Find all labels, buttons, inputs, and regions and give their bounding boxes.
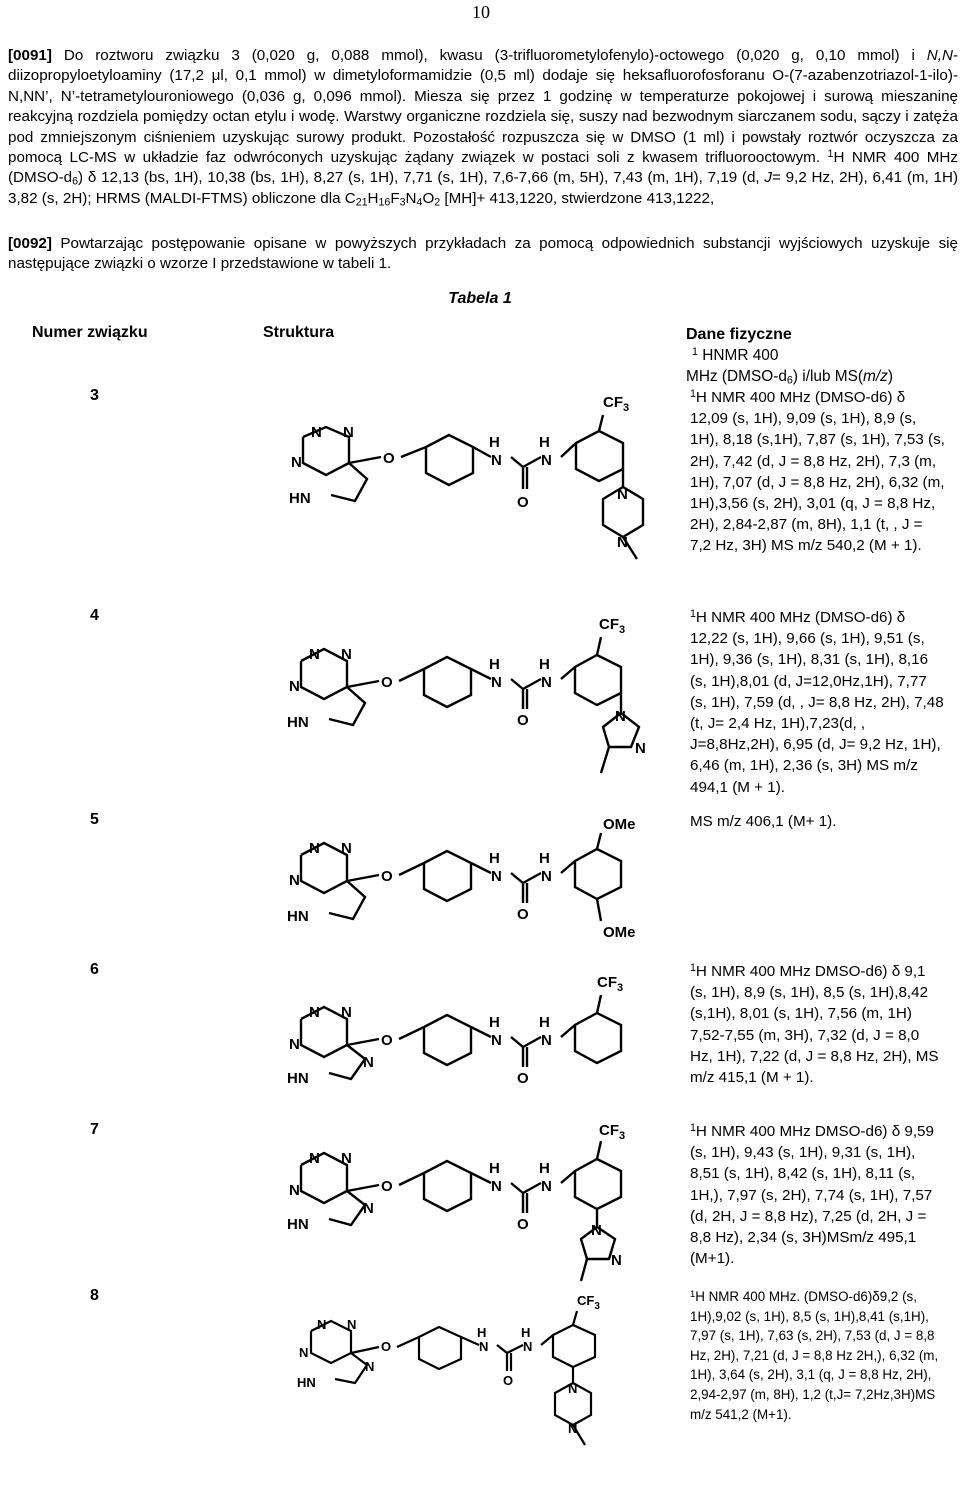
atom-label: N	[541, 1178, 552, 1195]
atom-label: O	[517, 494, 529, 511]
header-line1: HNMR 400	[698, 347, 779, 364]
atom-label: N	[491, 1178, 502, 1195]
para-sup: 1	[827, 148, 834, 161]
compound-5-structure	[251, 811, 681, 951]
atom-label: H	[489, 656, 500, 673]
atom-label: N	[291, 454, 302, 471]
atom-label: H	[489, 1014, 500, 1031]
atom-label: N	[363, 1200, 374, 1217]
atom-label: N	[309, 840, 320, 857]
atom-label: N	[491, 1032, 502, 1049]
physical-data	[686, 955, 952, 1121]
para-text: ) δ 12,13 (bs, 1H), 10,38 (bs, 1H), 8,27 (s, 1H), 7,71 (s, 1H), 7,6-7,66 (m, 5H), 7,43 (m, 1H), 7,19 (d,	[78, 169, 765, 187]
atom-label: O	[381, 1178, 393, 1195]
compound-number: 7	[90, 1121, 99, 1138]
header-line2b: ) i/lub MS(	[792, 368, 864, 385]
para-italic: N,N	[926, 47, 953, 64]
compound-number: 3	[90, 387, 99, 404]
atom-label: N	[491, 674, 502, 691]
atom-label: HN	[289, 490, 311, 507]
atom-label: H	[539, 850, 550, 867]
atom-label: N	[289, 1036, 300, 1053]
para-sub: 16	[378, 196, 391, 209]
compound-number: 6	[90, 961, 99, 978]
data-sup: 1	[690, 608, 696, 621]
paragraph-tag: [0092]	[8, 235, 52, 252]
atom-label: O	[381, 1339, 392, 1354]
structure-cell	[251, 1121, 686, 1287]
para-text: H NMR 400 MHz (DMSO-d	[8, 149, 958, 187]
atom-label: N	[365, 1359, 375, 1374]
header-line2: MHz (DMSO-d	[686, 368, 787, 385]
atom-label: O	[381, 868, 393, 885]
physical-data	[686, 387, 952, 597]
table-row	[6, 811, 952, 955]
table-row	[6, 387, 952, 597]
atom-label: HN	[287, 1070, 309, 1087]
atom-label: H	[539, 1014, 550, 1031]
atom-label: O	[517, 712, 529, 729]
atom-label: N	[491, 452, 502, 469]
atom-label: H	[539, 656, 550, 673]
para-italic: J	[764, 169, 773, 187]
para-sub: 6	[72, 176, 79, 189]
atom-label: HN	[287, 714, 309, 731]
atom-label: N	[541, 1032, 552, 1049]
header-sup: 1	[692, 346, 698, 359]
structure-cell	[251, 387, 686, 597]
para-text: Do roztworu związku 3 (0,020 g, 0,088 mmol), kwasu (3-trifluorometylofenylo)-octowego (0,020 g, 0,10 mmol) i	[51, 47, 927, 64]
atom-label: N	[309, 1150, 320, 1167]
data-text: H NMR 400 MHz DMSO-d6) δ 9,1 (s, 1H), 8,9 (s, 1H), 8,5 (s, 1H),8,42 (s,1H), 8,01 (s, 1H), 7,56 (m, 1H) 7,52-7,55 (m, 3H), 7,32 (d, J = 8,0 Hz, 1H), 7,22 (d, J = 8,8 Hz, 2H), MS m/z 415,1 (M + 1).	[690, 963, 939, 1087]
data-sup: 1	[690, 388, 696, 401]
table-row	[6, 1287, 952, 1457]
atom-label: N	[617, 486, 628, 503]
para-sub: 21	[355, 196, 368, 209]
atom-label: O	[503, 1373, 514, 1388]
compound-3-structure	[251, 387, 681, 595]
atom-label: N	[289, 872, 300, 889]
header-physical-title: Dane fizyczne	[686, 326, 792, 343]
atom-label: N	[341, 840, 352, 857]
atom-label: H	[539, 1160, 550, 1177]
atom-label: N	[343, 424, 354, 441]
atom-label: H	[539, 434, 550, 451]
structure-cell	[251, 811, 686, 955]
data-text: H NMR 400 MHz DMSO-d6) δ 9,59 (s, 1H), 9,43 (s, 1H), 9,31 (s, 1H), 8,51 (s, 1H), 8,42 (s, 1H), 8,11 (s, 1H,), 7,97 (s, 2H), 7,74 (s, 1H), 7,57 (d, 2H, J = 8,8 Hz), 7,25 (d, 2H, J = 8,8 Hz), 2,34 (s, 3H)MSm/z 495,1 (M+1).	[690, 1123, 934, 1268]
atom-label: N	[289, 1182, 300, 1199]
atom-label: H	[489, 850, 500, 867]
para-text: = 9,2 Hz, 2H), 6,41 (m, 1H) 3,82 (s, 2H); HRMS (MALDI-FTMS) obliczone dla C	[8, 169, 959, 207]
atom-label: N	[363, 1054, 374, 1071]
data-text: H NMR 400 MHz (DMSO-d6) δ 12,22 (s, 1H), 9,66 (s, 1H), 9,51 (s, 1H), 9,36 (s, 1H), 8,31 (s, 1H), 8,16 (s, 1H),8,01 (d, J=12,0Hz,1H), 7,77 (s, 1H), 7,59 (d, , J= 8,8 Hz, 2H), 7,48 (t, J= 2,4 Hz, 1H),7,23(d, , J=8,8Hz,2H), 6,95 (d, J= 9,2 Hz, 1H), 6,46 (m, 1H), 2,36 (s, 3H) MS m/z 494,1 (M + 1).	[690, 609, 944, 796]
atom-label: HN	[287, 1216, 309, 1233]
para-text: -diizopropyloetyloaminy (17,2 μl, 0,1 mmol) w dimetyloformamidzie (0,5 ml) dodaje się heksafluorofosforanu O-(7-azabenzotriazol-1-ilo)-N,NN’, N’-tetrametylouroniowego (0,036 g, 0,096 mmol). Miesza się przez 1 godzinę w temperaturze pokojowej i surową mieszaninę reakcyjną rozdziela pomiędzy octan etylu i wodę. Warstwy organiczne rozdziela się, suszy nad bezwodnym siarczanem sodu, sączy i zatęża pod zmniejszonym ciśnieniem uzyskując surowy produkt. Pozostałość rozpuszcza się w DMSO (1 ml) i powstały roztwór oczyszcza za pomocą LC-MS w układzie faz odwróconych uzyskując żądany związek w postaci soli z kwasem trifluorooctowym.	[8, 47, 958, 167]
compound-4-structure	[251, 597, 681, 809]
data-sup: 1	[690, 1122, 696, 1135]
atom-label: N	[309, 646, 320, 663]
substituent-label: $CF_3$	[599, 1122, 626, 1142]
atom-label: N	[568, 1381, 578, 1396]
atom-label: O	[381, 1032, 393, 1049]
substituent-label: OMe	[603, 924, 636, 941]
atom-label: N	[341, 1004, 352, 1021]
table-row	[6, 597, 952, 811]
structure-cell	[251, 955, 686, 1121]
atom-label: HN	[297, 1375, 316, 1390]
atom-label: N	[568, 1421, 578, 1436]
table-row	[6, 1121, 952, 1287]
paragraph-0091	[8, 46, 958, 209]
atom-label: N	[491, 868, 502, 885]
atom-label: O	[517, 1070, 529, 1087]
atom-label: N	[541, 868, 552, 885]
substituent-label: $CF_3$	[599, 616, 626, 636]
atom-label: N	[317, 1317, 327, 1332]
structure-cell	[251, 1287, 686, 1457]
data-text: H NMR 400 MHz. (DMSO-d6)δ9,2 (s, 1H),9,02 (s, 1H), 8,5 (s, 1H),8,41 (s,1H), 7,97 (s, 1H), 7,63 (s, 2H), 7,53 (d, J = 8,8 Hz, 2H), 7,21 (d, J = 8,8 Hz 2H,), 6,32 (m, 1H), 3,64 (s, 2H), 3,1 (q, J = 8,8 Hz, 2H), 2,94-2,97 (m, 8H), 1,2 (t,J= 7,2Hz,3H)MS m/z 541,2 (M+1).	[690, 1289, 939, 1422]
para-text: [MH]+ 413,1220, stwierdzone 413,1222,	[440, 189, 715, 207]
compound-8-structure	[251, 1287, 681, 1455]
substituent-label: OMe	[603, 816, 636, 833]
atom-label: H	[521, 1325, 531, 1340]
atom-label: H	[489, 434, 500, 451]
atom-label: N	[341, 1150, 352, 1167]
header-line2c: )	[887, 368, 893, 385]
table-caption: Tabela 1	[448, 290, 512, 307]
atom-label: N	[541, 674, 552, 691]
page-number: 10	[472, 2, 490, 22]
para-sub: 4	[416, 196, 423, 209]
para-text: F	[390, 189, 400, 207]
atom-label: N	[523, 1339, 533, 1354]
atom-label: O	[383, 450, 395, 467]
header-number: Numer związku	[32, 324, 148, 341]
atom-label: N	[309, 1004, 320, 1021]
compound-number: 8	[90, 1287, 99, 1304]
atom-label: H	[489, 1160, 500, 1177]
para-text: O	[422, 189, 435, 207]
table-row	[6, 955, 952, 1121]
atom-label: N	[591, 1222, 602, 1239]
para-sub: 2	[434, 196, 441, 209]
para-text: Powtarzając postępowanie opisane w powyższych przykładach za pomocą odpowiednich substancji wyjściowych uzyskuje się następujące związki o wzorze I przedstawione w tabeli 1.	[8, 235, 958, 273]
atom-label: N	[347, 1317, 357, 1332]
bonds	[303, 415, 643, 559]
atom-label: HN	[287, 908, 309, 925]
atom-label: O	[517, 906, 529, 923]
compound-6-structure	[251, 955, 681, 1119]
header-structure: Struktura	[263, 324, 335, 341]
header-sub: 6	[786, 374, 793, 387]
substituent-label: $CF_3$	[577, 1293, 600, 1312]
para-sub: 3	[399, 196, 406, 209]
physical-data	[686, 1121, 952, 1287]
structure-cell	[251, 597, 686, 811]
atom-label: N	[541, 452, 552, 469]
data-text: H NMR 400 MHz (DMSO-d6) δ 12,09 (s, 1H), 9,09 (s, 1H), 8,9 (s, 1H), 8,18 (s,1H), 7,87 (s, 1H), 7,53 (s, 2H), 7,42 (d, J = 8,8 Hz, 2H), 7,3 (m, 1H), 7,07 (d, J = 8,8 Hz, 2H), 6,32 (m, 1H),3,56 (s, 2H), 3,01 (q, J = 8,8 Hz, 2H), 2,84-2,87 (m, 8H), 1,1 (t, , J = 7,2 Hz, 3H) MS m/z 540,2 (M + 1).	[690, 389, 945, 555]
atom-label: N	[311, 424, 322, 441]
atom-label: N	[479, 1339, 489, 1354]
para-text: H	[367, 189, 379, 207]
physical-data	[686, 597, 952, 811]
substituent-label: $CF_3$	[597, 974, 624, 994]
substituent-label: $CF_3$	[603, 394, 630, 414]
header-italic: m/z	[863, 368, 888, 385]
compound-7-structure	[251, 1121, 681, 1285]
paragraph-0092	[8, 234, 958, 275]
atom-label: N	[617, 534, 628, 551]
physical-data	[686, 1287, 952, 1457]
compound-table	[6, 320, 952, 1457]
atom-label: N	[299, 1345, 309, 1360]
atom-label: N	[341, 646, 352, 663]
table-header-row	[6, 320, 952, 387]
paragraph-tag: [0091]	[8, 47, 52, 64]
compound-number: 5	[90, 811, 99, 828]
para-text: N	[405, 189, 417, 207]
atom-label: N	[615, 708, 626, 725]
data-sup: 1	[690, 962, 696, 975]
data-text: MS m/z 406,1 (M+ 1).	[690, 813, 837, 830]
compound-number: 4	[90, 607, 99, 624]
header-physical-data	[686, 320, 952, 387]
physical-data	[686, 811, 952, 955]
atom-label: O	[381, 674, 393, 691]
atom-label: N	[611, 1252, 622, 1269]
atom-label: H	[477, 1325, 487, 1340]
atom-label: N	[635, 740, 646, 757]
data-sup: 1	[690, 1288, 696, 1299]
atom-label: O	[517, 1216, 529, 1233]
atom-label: N	[289, 678, 300, 695]
